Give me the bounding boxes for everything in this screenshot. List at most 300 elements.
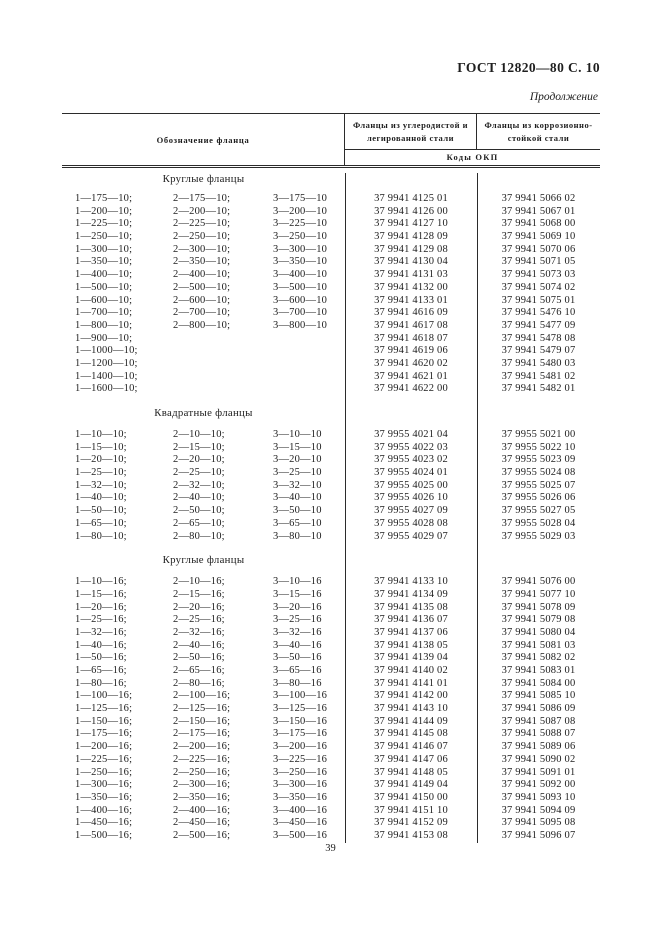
designation-variant-3: 3—400—16 bbox=[273, 804, 328, 816]
code-corrosion-steel: 37 9941 5080 04 bbox=[501, 626, 576, 638]
code-carbon-steel: 37 9941 4133 01 bbox=[374, 294, 448, 306]
designation-cell bbox=[62, 454, 345, 467]
code-corrosion-steel: 37 9941 5089 06 bbox=[501, 741, 576, 753]
code-carbon-steel: 37 9955 4023 02 bbox=[374, 454, 448, 466]
designation-variant-3: 3—100—16 bbox=[273, 690, 328, 702]
designation-variant-2: 2—250—16; bbox=[173, 766, 231, 778]
designation-variant-2: 2—25—10; bbox=[173, 467, 225, 479]
table-row bbox=[62, 779, 600, 792]
designation-variant-3: 3—350—16 bbox=[273, 791, 328, 803]
table-row bbox=[62, 383, 600, 396]
designation-variant-3: 3—175—10 bbox=[273, 193, 328, 204]
code-corrosion-steel: 37 9941 5088 07 bbox=[501, 728, 576, 740]
designation-variant-1: 1—32—10; bbox=[75, 479, 127, 491]
table-row bbox=[62, 256, 600, 269]
code-corrosion-steel: 37 9941 5083 01 bbox=[501, 665, 576, 676]
code-carbon-steel: 37 9941 4619 06 bbox=[374, 345, 448, 357]
designation-variant-2: 2—10—16; bbox=[173, 576, 225, 588]
table-row bbox=[62, 589, 600, 602]
table-row bbox=[62, 244, 600, 257]
col-header-carbon-steel: Фланцы из углеродистой и легированной стали bbox=[345, 114, 477, 149]
table-row bbox=[62, 505, 600, 518]
table-row bbox=[62, 282, 600, 295]
designation-variant-2: 2—80—10; bbox=[173, 530, 225, 542]
okp-codes-subheader: Коды ОКП bbox=[446, 152, 499, 162]
table-row bbox=[62, 627, 600, 640]
code-corrosion-steel: 37 9941 5482 01 bbox=[501, 383, 576, 395]
designation-cell bbox=[62, 256, 345, 269]
designation-variant-2: 2—250—10; bbox=[173, 231, 231, 243]
designation-variant-1: 1—700—10; bbox=[75, 307, 133, 319]
designation-cell bbox=[62, 830, 345, 843]
gost-document-reference: ГОСТ 12820—80 С. 10 bbox=[457, 60, 600, 75]
designation-variant-3 bbox=[273, 358, 345, 371]
designation-cell bbox=[62, 282, 345, 295]
code-corrosion-steel: 37 9941 5480 03 bbox=[501, 357, 576, 369]
designation-variant-2: 2—600—10; bbox=[173, 294, 231, 306]
designation-cell bbox=[62, 627, 345, 640]
designation-variant-2: 2—65—10; bbox=[173, 517, 225, 529]
designation-variant-2: 2—50—16; bbox=[173, 652, 225, 664]
designation-cell bbox=[62, 614, 345, 627]
code-corrosion-steel: 37 9941 5078 09 bbox=[501, 601, 576, 613]
designation-variant-3: 3—32—16 bbox=[273, 626, 322, 638]
designation-variant-1: 1—1400—10; bbox=[75, 370, 138, 382]
designation-variant-1: 1—900—10; bbox=[75, 332, 133, 344]
code-corrosion-steel: 37 9941 5074 02 bbox=[501, 281, 576, 293]
designation-variant-2 bbox=[173, 371, 273, 384]
code-corrosion-steel: 37 9955 5024 08 bbox=[501, 467, 576, 479]
code-corrosion-steel: 37 9941 5096 07 bbox=[501, 829, 576, 841]
designation-variant-2: 2—300—16; bbox=[173, 779, 231, 791]
designation-variant-1: 1—50—16; bbox=[75, 652, 127, 664]
designation-cell bbox=[62, 480, 345, 493]
table-header bbox=[62, 113, 600, 165]
table-row bbox=[62, 767, 600, 780]
code-carbon-steel: 37 9941 4130 04 bbox=[374, 256, 448, 268]
designation-cell bbox=[62, 218, 345, 231]
designation-variant-3: 3—500—10 bbox=[273, 281, 328, 293]
designation-variant-2: 2—100—16; bbox=[173, 690, 231, 702]
table-row bbox=[62, 690, 600, 703]
table-row bbox=[62, 665, 600, 678]
table-row bbox=[62, 467, 600, 480]
code-carbon-steel: 37 9955 4025 00 bbox=[374, 479, 448, 491]
designation-cell bbox=[62, 767, 345, 780]
designation-variant-1: 1—150—16; bbox=[75, 715, 133, 727]
table-row bbox=[62, 345, 600, 358]
designation-variant-1: 1—40—16; bbox=[75, 639, 127, 651]
designation-cell bbox=[62, 805, 345, 818]
designation-variant-2: 2—400—16; bbox=[173, 804, 231, 816]
table-row bbox=[62, 231, 600, 244]
code-carbon-steel: 37 9941 4147 06 bbox=[374, 753, 448, 765]
code-corrosion-steel: 37 9941 5086 09 bbox=[501, 703, 576, 715]
code-corrosion-steel: 37 9941 5066 02 bbox=[501, 193, 576, 204]
designation-cell bbox=[62, 531, 345, 544]
code-carbon-steel: 37 9941 4620 02 bbox=[374, 357, 448, 369]
designation-variant-2: 2—40—10; bbox=[173, 492, 225, 504]
code-corrosion-steel: 37 9955 5022 10 bbox=[501, 441, 576, 453]
designation-variant-1: 1—225—16; bbox=[75, 753, 133, 765]
continuation-label: Продолжение bbox=[529, 91, 598, 103]
designation-variant-1: 1—200—10; bbox=[75, 205, 133, 217]
designation-variant-1: 1—800—10; bbox=[75, 319, 133, 331]
designation-variant-2: 2—20—10; bbox=[173, 454, 225, 466]
code-corrosion-steel: 37 9941 5481 02 bbox=[501, 370, 576, 382]
designation-variant-2: 2—32—16; bbox=[173, 626, 225, 638]
code-carbon-steel: 37 9941 4152 09 bbox=[374, 817, 448, 829]
designation-cell bbox=[62, 703, 345, 716]
code-corrosion-steel: 37 9941 5070 06 bbox=[501, 243, 576, 255]
designation-cell bbox=[62, 492, 345, 505]
code-corrosion-steel: 37 9941 5090 02 bbox=[501, 753, 576, 765]
designation-variant-1: 1—400—10; bbox=[75, 269, 133, 281]
code-corrosion-steel: 37 9955 5026 06 bbox=[501, 492, 576, 504]
designation-variant-1: 1—1600—10; bbox=[75, 383, 138, 395]
designation-variant-1: 1—500—16; bbox=[75, 829, 133, 841]
designation-variant-2: 2—800—10; bbox=[173, 319, 231, 331]
code-carbon-steel: 37 9955 4024 01 bbox=[374, 467, 448, 479]
designation-variant-1: 1—10—16; bbox=[75, 576, 127, 588]
designation-variant-1: 1—250—10; bbox=[75, 231, 133, 243]
designation-variant-3: 3—25—10 bbox=[273, 467, 322, 479]
code-corrosion-steel: 37 9941 5068 00 bbox=[501, 218, 576, 230]
designation-cell bbox=[62, 371, 345, 384]
designation-variant-1: 1—80—10; bbox=[75, 530, 127, 542]
code-carbon-steel: 37 9941 4149 04 bbox=[374, 779, 448, 791]
designation-variant-1: 1—40—10; bbox=[75, 492, 127, 504]
col-header-designation: Обозначение фланца bbox=[62, 114, 345, 165]
code-carbon-steel: 37 9941 4132 00 bbox=[374, 281, 448, 293]
table-row bbox=[62, 371, 600, 384]
designation-variant-1: 1—50—10; bbox=[75, 505, 127, 517]
table-row bbox=[62, 716, 600, 729]
code-corrosion-steel: 37 9941 5076 00 bbox=[501, 576, 576, 588]
designation-variant-3 bbox=[273, 383, 345, 396]
designation-variant-2: 2—20—16; bbox=[173, 601, 225, 613]
designation-cell bbox=[62, 429, 345, 442]
code-carbon-steel: 37 9941 4618 07 bbox=[374, 332, 448, 344]
table-row bbox=[62, 358, 600, 371]
designation-variant-2: 2—50—10; bbox=[173, 505, 225, 517]
section-title: Квадратные фланцы bbox=[154, 407, 253, 419]
code-carbon-steel: 37 9941 4141 01 bbox=[374, 677, 448, 689]
designation-cell bbox=[62, 467, 345, 480]
designation-cell bbox=[62, 690, 345, 703]
designation-variant-1: 1—350—10; bbox=[75, 256, 133, 268]
code-corrosion-steel: 37 9941 5067 01 bbox=[501, 205, 576, 217]
designation-cell bbox=[62, 231, 345, 244]
designation-variant-3: 3—65—10 bbox=[273, 517, 322, 529]
designation-cell bbox=[62, 665, 345, 678]
code-corrosion-steel: 37 9941 5084 00 bbox=[501, 677, 576, 689]
designation-cell bbox=[62, 206, 345, 219]
designation-variant-3: 3—10—10 bbox=[273, 429, 322, 440]
designation-cell bbox=[62, 678, 345, 691]
designation-cell bbox=[62, 383, 345, 396]
designation-variant-2: 2—25—16; bbox=[173, 614, 225, 626]
code-carbon-steel: 37 9941 4148 05 bbox=[374, 766, 448, 778]
okp-codes-table bbox=[62, 113, 600, 843]
code-corrosion-steel: 37 9941 5081 03 bbox=[501, 639, 576, 651]
code-corrosion-steel: 37 9941 5073 03 bbox=[501, 269, 576, 281]
designation-variant-1: 1—1200—10; bbox=[75, 357, 138, 369]
designation-variant-3: 3—65—16 bbox=[273, 665, 322, 676]
designation-variant-3 bbox=[273, 333, 345, 346]
designation-variant-1: 1—15—16; bbox=[75, 588, 127, 600]
code-carbon-steel: 37 9941 4621 01 bbox=[374, 370, 448, 382]
designation-variant-2: 2—350—16; bbox=[173, 791, 231, 803]
designation-variant-3: 3—15—10 bbox=[273, 441, 322, 453]
designation-variant-3: 3—40—16 bbox=[273, 639, 322, 651]
table-row bbox=[62, 602, 600, 615]
designation-cell bbox=[62, 589, 345, 602]
table-row bbox=[62, 830, 600, 843]
code-corrosion-steel: 37 9941 5095 08 bbox=[501, 817, 576, 829]
designation-variant-1: 1—65—16; bbox=[75, 665, 127, 676]
designation-variant-1: 1—25—16; bbox=[75, 614, 127, 626]
designation-variant-3: 3—32—10 bbox=[273, 479, 322, 491]
designation-cell bbox=[62, 269, 345, 282]
table-row bbox=[62, 429, 600, 442]
table-row bbox=[62, 754, 600, 767]
designation-variant-3: 3—175—16 bbox=[273, 728, 328, 740]
designation-variant-2 bbox=[173, 358, 273, 371]
code-carbon-steel: 37 9955 4022 03 bbox=[374, 441, 448, 453]
code-carbon-steel: 37 9941 4133 10 bbox=[374, 576, 448, 588]
designation-cell bbox=[62, 307, 345, 320]
code-carbon-steel: 37 9941 4139 04 bbox=[374, 652, 448, 664]
table-body bbox=[62, 173, 600, 843]
designation-cell bbox=[62, 602, 345, 615]
designation-variant-1: 1—1000—10; bbox=[75, 345, 138, 357]
designation-variant-3: 3—80—16 bbox=[273, 677, 322, 689]
designation-variant-2: 2—40—16; bbox=[173, 639, 225, 651]
designation-variant-3: 3—225—10 bbox=[273, 218, 328, 230]
table-row bbox=[62, 531, 600, 544]
table-row bbox=[62, 307, 600, 320]
code-carbon-steel: 37 9941 4125 01 bbox=[374, 193, 448, 204]
designation-cell bbox=[62, 320, 345, 333]
designation-variant-2: 2—80—16; bbox=[173, 677, 225, 689]
designation-cell bbox=[62, 442, 345, 455]
designation-variant-1: 1—125—16; bbox=[75, 703, 133, 715]
designation-variant-3: 3—80—10 bbox=[273, 530, 322, 542]
code-carbon-steel: 37 9941 4138 05 bbox=[374, 639, 448, 651]
designation-variant-3: 3—40—10 bbox=[273, 492, 322, 504]
table-row bbox=[62, 454, 600, 467]
table-row bbox=[62, 480, 600, 493]
designation-variant-3 bbox=[273, 371, 345, 384]
page-number: 39 bbox=[325, 843, 336, 854]
designation-variant-1: 1—200—16; bbox=[75, 741, 133, 753]
designation-cell bbox=[62, 754, 345, 767]
designation-variant-2: 2—300—10; bbox=[173, 243, 231, 255]
designation-variant-2: 2—400—10; bbox=[173, 269, 231, 281]
designation-variant-2: 2—32—10; bbox=[173, 479, 225, 491]
code-corrosion-steel: 37 9941 5091 01 bbox=[501, 766, 576, 778]
designation-variant-2: 2—500—10; bbox=[173, 281, 231, 293]
designation-cell bbox=[62, 193, 345, 206]
designation-variant-2: 2—150—16; bbox=[173, 715, 231, 727]
table-row bbox=[62, 333, 600, 346]
designation-variant-3: 3—225—16 bbox=[273, 753, 328, 765]
designation-variant-2: 2—450—16; bbox=[173, 817, 231, 829]
designation-variant-2: 2—200—16; bbox=[173, 741, 231, 753]
designation-variant-3: 3—20—10 bbox=[273, 454, 322, 466]
designation-cell bbox=[62, 333, 345, 346]
designation-cell bbox=[62, 358, 345, 371]
code-carbon-steel: 37 9955 4026 10 bbox=[374, 492, 448, 504]
code-corrosion-steel: 37 9955 5027 05 bbox=[501, 505, 576, 517]
designation-cell bbox=[62, 817, 345, 830]
code-carbon-steel: 37 9955 4027 09 bbox=[374, 505, 448, 517]
designation-variant-1: 1—20—10; bbox=[75, 454, 127, 466]
designation-variant-3: 3—15—16 bbox=[273, 588, 322, 600]
table-row bbox=[62, 206, 600, 219]
designation-variant-1: 1—350—16; bbox=[75, 791, 133, 803]
code-carbon-steel: 37 9941 4136 07 bbox=[374, 614, 448, 626]
code-carbon-steel: 37 9941 4622 00 bbox=[374, 383, 448, 395]
designation-variant-3: 3—350—10 bbox=[273, 256, 328, 268]
table-row bbox=[62, 518, 600, 531]
table-row bbox=[62, 805, 600, 818]
designation-variant-3: 3—800—10 bbox=[273, 319, 328, 331]
code-corrosion-steel: 37 9955 5029 03 bbox=[501, 530, 576, 542]
code-corrosion-steel: 37 9941 5069 10 bbox=[501, 231, 576, 243]
table-row bbox=[62, 269, 600, 282]
designation-cell bbox=[62, 652, 345, 665]
designation-variant-1: 1—20—16; bbox=[75, 601, 127, 613]
code-corrosion-steel: 37 9941 5479 07 bbox=[501, 345, 576, 357]
code-corrosion-steel: 37 9941 5092 00 bbox=[501, 779, 576, 791]
designation-cell bbox=[62, 640, 345, 653]
designation-variant-1: 1—250—16; bbox=[75, 766, 133, 778]
code-carbon-steel: 37 9955 4021 04 bbox=[374, 429, 448, 440]
designation-variant-3: 3—125—16 bbox=[273, 703, 328, 715]
code-corrosion-steel: 37 9955 5023 09 bbox=[501, 454, 576, 466]
code-carbon-steel: 37 9941 4617 08 bbox=[374, 319, 448, 331]
designation-variant-1: 1—15—10; bbox=[75, 441, 127, 453]
table-row bbox=[62, 640, 600, 653]
table-row bbox=[62, 614, 600, 627]
designation-variant-1: 1—225—10; bbox=[75, 218, 133, 230]
designation-variant-3 bbox=[273, 345, 345, 358]
table-row bbox=[62, 218, 600, 231]
section-title: Круглые фланцы bbox=[162, 554, 245, 567]
code-carbon-steel: 37 9941 4616 09 bbox=[374, 307, 448, 319]
designation-variant-3: 3—700—10 bbox=[273, 307, 328, 319]
designation-variant-2 bbox=[173, 345, 273, 358]
code-carbon-steel: 37 9941 4150 00 bbox=[374, 791, 448, 803]
designation-variant-3: 3—25—16 bbox=[273, 614, 322, 626]
designation-cell bbox=[62, 792, 345, 805]
steel-type-headers bbox=[345, 114, 600, 150]
designation-variant-2: 2—700—10; bbox=[173, 307, 231, 319]
designation-variant-3: 3—250—16 bbox=[273, 766, 328, 778]
designation-variant-1: 1—600—10; bbox=[75, 294, 133, 306]
designation-variant-2: 2—500—16; bbox=[173, 829, 231, 841]
designation-variant-3: 3—200—10 bbox=[273, 205, 328, 217]
table-row bbox=[62, 576, 600, 589]
designation-cell bbox=[62, 518, 345, 531]
code-corrosion-steel: 37 9941 5478 08 bbox=[501, 332, 576, 344]
designation-variant-2: 2—350—10; bbox=[173, 256, 231, 268]
code-carbon-steel: 37 9941 4128 09 bbox=[374, 231, 448, 243]
code-carbon-steel: 37 9941 4143 10 bbox=[374, 703, 448, 715]
designation-cell bbox=[62, 244, 345, 257]
code-corrosion-steel: 37 9955 5025 07 bbox=[501, 479, 576, 491]
code-corrosion-steel: 37 9941 5077 10 bbox=[501, 588, 576, 600]
designation-cell bbox=[62, 345, 345, 358]
table-row bbox=[62, 295, 600, 308]
header-divider-double-line bbox=[62, 165, 600, 168]
code-carbon-steel: 37 9941 4135 08 bbox=[374, 601, 448, 613]
table-row bbox=[62, 492, 600, 505]
code-carbon-steel: 37 9941 4129 08 bbox=[374, 243, 448, 255]
code-carbon-steel: 37 9941 4153 08 bbox=[374, 829, 448, 841]
designation-variant-1: 1—175—16; bbox=[75, 728, 133, 740]
table-row bbox=[62, 652, 600, 665]
designation-variant-2: 2—200—10; bbox=[173, 205, 231, 217]
code-corrosion-steel: 37 9941 5071 05 bbox=[501, 256, 576, 268]
designation-variant-3: 3—400—10 bbox=[273, 269, 328, 281]
designation-variant-1: 1—400—16; bbox=[75, 804, 133, 816]
designation-variant-2: 2—10—10; bbox=[173, 429, 225, 440]
code-carbon-steel: 37 9941 4131 03 bbox=[374, 269, 448, 281]
code-carbon-steel: 37 9941 4146 07 bbox=[374, 741, 448, 753]
designation-variant-3: 3—150—16 bbox=[273, 715, 328, 727]
code-corrosion-steel: 37 9941 5476 10 bbox=[501, 307, 576, 319]
designation-cell bbox=[62, 295, 345, 308]
designation-variant-2: 2—225—16; bbox=[173, 753, 231, 765]
designation-variant-2: 2—175—10; bbox=[173, 193, 231, 204]
table-row bbox=[62, 320, 600, 333]
table-row bbox=[62, 817, 600, 830]
code-corrosion-steel: 37 9941 5087 08 bbox=[501, 715, 576, 727]
designation-variant-3: 3—20—16 bbox=[273, 601, 322, 613]
table-row bbox=[62, 442, 600, 455]
designation-variant-1: 1—300—16; bbox=[75, 779, 133, 791]
designation-variant-2: 2—65—16; bbox=[173, 665, 225, 676]
designation-variant-2: 2—15—10; bbox=[173, 441, 225, 453]
table-row bbox=[62, 703, 600, 716]
code-corrosion-steel: 37 9955 5028 04 bbox=[501, 517, 576, 529]
designation-variant-1: 1—80—16; bbox=[75, 677, 127, 689]
designation-variant-3: 3—300—16 bbox=[273, 779, 328, 791]
code-carbon-steel: 37 9941 4144 09 bbox=[374, 715, 448, 727]
code-corrosion-steel: 37 9941 5079 08 bbox=[501, 614, 576, 626]
code-carbon-steel: 37 9941 4151 10 bbox=[374, 804, 448, 816]
designation-variant-3: 3—300—10 bbox=[273, 243, 328, 255]
table-row bbox=[62, 728, 600, 741]
designation-variant-1: 1—25—10; bbox=[75, 467, 127, 479]
designation-variant-1: 1—500—10; bbox=[75, 281, 133, 293]
designation-variant-2 bbox=[173, 383, 273, 396]
designation-variant-3: 3—200—16 bbox=[273, 741, 328, 753]
section-title: Круглые фланцы bbox=[162, 173, 245, 185]
table-row bbox=[62, 741, 600, 754]
designation-cell bbox=[62, 505, 345, 518]
designation-variant-1: 1—175—10; bbox=[75, 193, 133, 204]
code-corrosion-steel: 37 9941 5477 09 bbox=[501, 319, 576, 331]
designation-variant-1: 1—32—16; bbox=[75, 626, 127, 638]
designation-variant-2: 2—125—16; bbox=[173, 703, 231, 715]
code-carbon-steel: 37 9941 4127 10 bbox=[374, 218, 448, 230]
table-header-right bbox=[345, 114, 600, 165]
designation-variant-2: 2—225—10; bbox=[173, 218, 231, 230]
